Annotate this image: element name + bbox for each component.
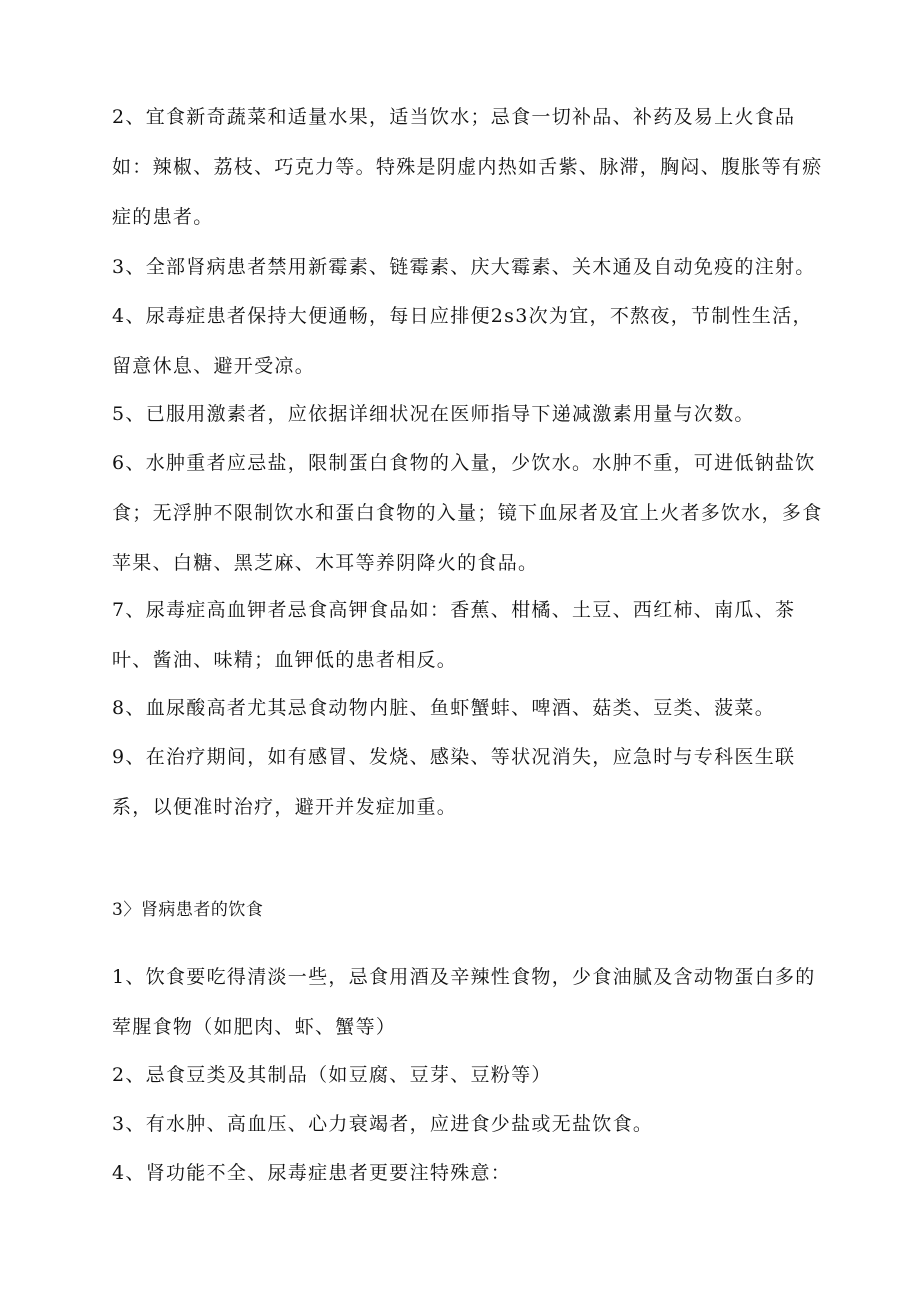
paragraph-item-2: 2、宜食新奇蔬菜和适量水果，适当饮水；忌食一切补品、补药及易上火食品如：辣椒、荔枝、巧克力等。特殊是阴虚内热如舌紫、脉滞，胸闷、腹胀等有瘀症的患者。 xyxy=(112,106,823,228)
diet-item-1: 1、饮食要吃得清淡一些，忌食用酒及辛辣性食物，少食油腻及含动物蛋白多的荤腥食物（如肥肉、虾、蟹等） xyxy=(112,966,816,1038)
paragraph-item-7: 7、尿毒症高血钾者忌食高钾食品如：香蕉、柑橘、土豆、西红柿、南瓜、茶叶、酱油、味精；血钾低的患者相反。 xyxy=(112,599,796,671)
paragraph-item-9: 9、在治疗期间，如有感冒、发烧、感染、等状况消失，应急时与专科医生联系，以便准时治疗，避开并发症加重。 xyxy=(112,746,796,818)
diet-item-2: 2、忌食豆类及其制品（如豆腐、豆芽、豆粉等） xyxy=(112,1064,552,1086)
paragraph-item-8: 8、血尿酸高者尤其忌食动物内脏、鱼虾蟹蚌、啤酒、菇类、豆类、菠菜。 xyxy=(112,697,775,719)
paragraph-item-3: 3、全部肾病患者禁用新霉素、链霉素、庆大霉素、关木通及自动免疫的注射。 xyxy=(112,256,816,278)
diet-item-4: 4、肾功能不全、尿毒症患者更要注特殊意： xyxy=(112,1162,512,1184)
paragraph-item-4: 4、尿毒症患者保持大便通畅，每日应排便2s3次为宜，不熬夜，节制性生活，留意休息、避开受凉。 xyxy=(112,305,813,377)
paragraph-item-6: 6、水肿重者应忌盐，限制蛋白食物的入量，少饮水。水肿不重，可进低钠盐饮食；无浮肿不限制饮水和蛋白食物的入量；镜下血尿者及宜上火者多饮水，多食苹果、白糖、黑芝麻、木耳等养阴降火的食品。 xyxy=(112,452,823,574)
diet-item-3: 3、有水肿、高血压、心力衰竭者，应进食少盐或无盐饮食。 xyxy=(112,1113,654,1135)
paragraph-item-5: 5、已服用激素者，应依据详细状况在医师指导下递减激素用量与次数。 xyxy=(112,403,755,425)
section-heading: 3〉肾病患者的饮食 xyxy=(112,900,264,920)
